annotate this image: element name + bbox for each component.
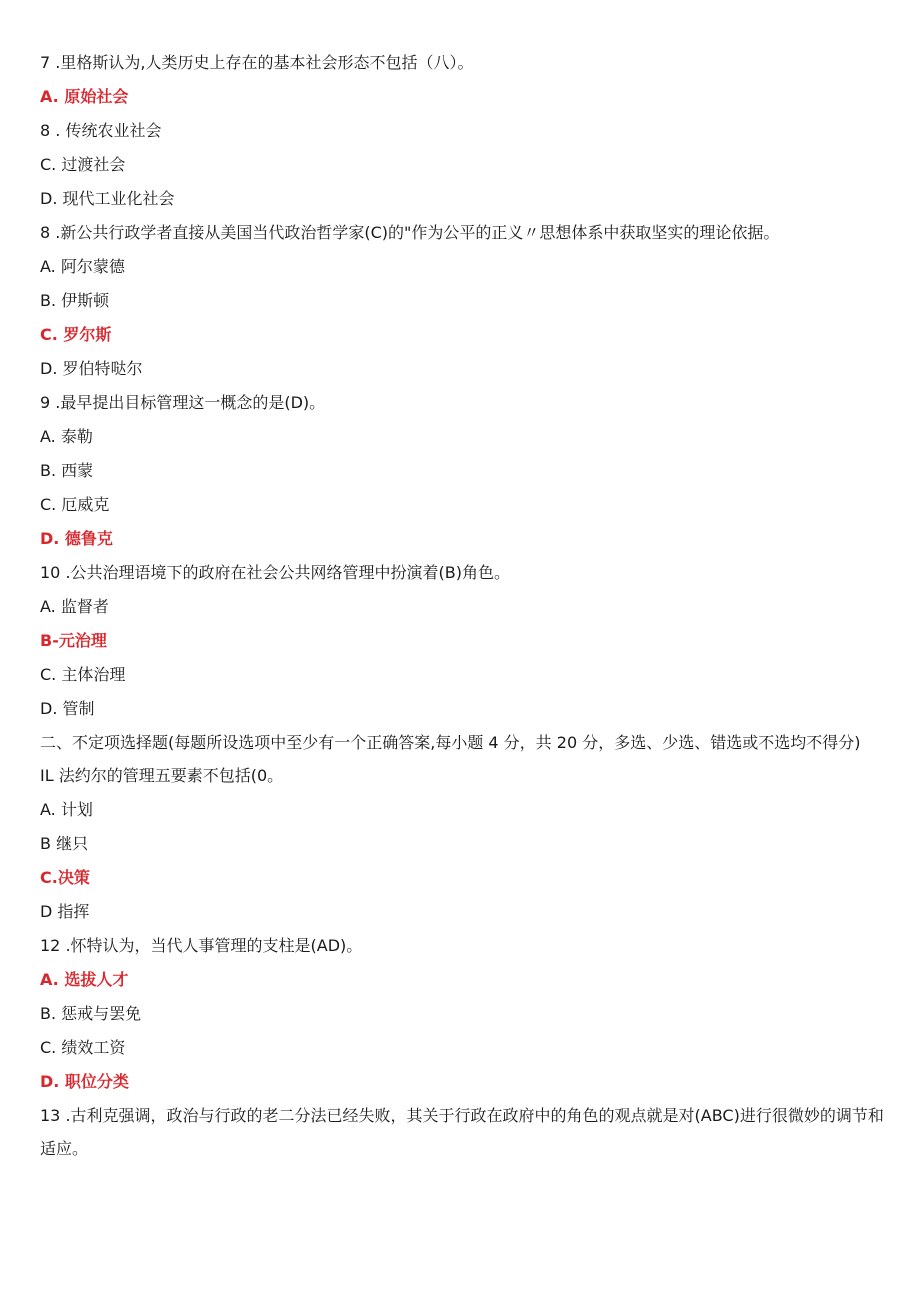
text-line: B. 西蒙 xyxy=(40,461,94,480)
text-line: B. 伊斯顿 xyxy=(40,291,110,310)
text-line: C. 主体治理 xyxy=(40,665,126,684)
question-13: 13 .古利克强调，政治与行政的老二分法已经失败，其关于行政在政府中的角色的观点就是对(ABC)进行很微妙的调节和适应。 xyxy=(40,1106,884,1158)
question-block-11-12 xyxy=(40,759,885,1099)
text-line: C. 过渡社会 xyxy=(40,155,126,174)
correct-option-line: C. 罗尔斯 xyxy=(40,325,112,344)
text-line: B. 惩戒与罢免 xyxy=(40,1004,142,1023)
text-line: A. 阿尔蒙德 xyxy=(40,257,125,276)
text-line: D 指挥 xyxy=(40,902,90,921)
text-line: 7 .里格斯认为,人类历史上存在的基本社会形态不包括（八）。 xyxy=(40,53,474,72)
correct-option-line: D. 职位分类 xyxy=(40,1072,129,1091)
text-line: A. 监督者 xyxy=(40,597,109,616)
text-line: 12 .怀特认为，当代人事管理的支柱是(AD)。 xyxy=(40,936,363,955)
question-block-7-10 xyxy=(40,46,885,726)
text-line: 9 .最早提出目标管理这一概念的是(D)。 xyxy=(40,393,326,412)
text-line: 10 .公共治理语境下的政府在社会公共网络管理中扮演着(B)角色。 xyxy=(40,563,510,582)
text-line: 8 .新公共行政学者直接从美国当代政治哲学家(C)的"作为公平的正义〃思想体系中获取坚实的理论依据。 xyxy=(40,223,780,242)
text-line: B 继只 xyxy=(40,834,89,853)
correct-option-line: B-元治理 xyxy=(40,631,107,650)
text-line: 8 . 传统农业社会 xyxy=(40,121,162,140)
text-line: IL 法约尔的管理五要素不包括(0。 xyxy=(40,766,284,785)
text-line: D. 罗伯特哒尔 xyxy=(40,359,143,378)
text-line: A. 计划 xyxy=(40,800,93,819)
section-heading: 二、不定项选择题(每题所设选项中至少有一个正确答案,每小题 4 分，共 20 分，多选、少选、错选或不选均不得分) xyxy=(40,733,861,752)
text-line: A. 泰勒 xyxy=(40,427,93,446)
correct-option-line: C.决策 xyxy=(40,868,90,887)
correct-option-line: A. 选拔人才 xyxy=(40,970,129,989)
text-line: C. 绩效工资 xyxy=(40,1038,126,1057)
text-line: D. 现代工业化社会 xyxy=(40,189,175,208)
document-page xyxy=(40,46,885,1165)
correct-option-line: A. 原始社会 xyxy=(40,87,129,106)
correct-option-line: D. 德鲁克 xyxy=(40,529,113,548)
text-line: C. 厄威克 xyxy=(40,495,110,514)
text-line: D. 管制 xyxy=(40,699,95,718)
